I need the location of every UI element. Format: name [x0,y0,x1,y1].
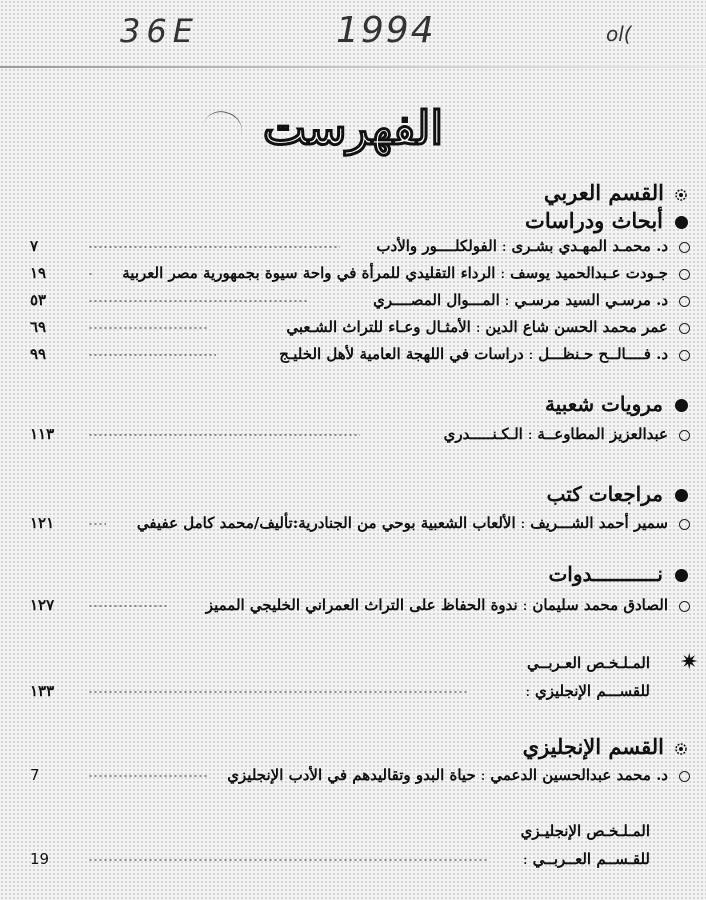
entry-title: الأمثـال وعـاء للتراث الشـعبي [286,318,471,336]
section-label: القسم العربي [543,180,664,205]
bullet-circle-icon [679,269,690,280]
dot-leader [88,434,360,436]
toc-entry: للقـســم العــربــي : 19 [30,850,650,868]
entry-title: ندوة الحفاظ على التراث العمراني الخليجي المميز [205,596,518,614]
entry-page: 19 [30,850,50,868]
toc-entry: للقســـم الإنجليزي : ١٣٣ [30,682,650,700]
summary-line2: للقســـم الإنجليزي [535,682,650,700]
entry-page: ١٩ [30,264,47,282]
bullet-circle-icon [679,430,690,441]
bullet-circle-icon [679,519,690,530]
toc-entry: سمير أحمد الشـــريف : الألعاب الشعبية بوحي من الجنادرية:تأليف/محمد كامل عفيفي ١٢١ [30,514,690,538]
toc-entry: جـودت عـبدالحميد يوسف : الرداء التقليدي للمرأة في واحة سيوة بجمهورية مصر العربية ١٩ [30,264,690,288]
bullet-circle-icon [679,242,690,253]
bullet-circle-icon [679,350,690,361]
dot-leader [88,691,468,693]
entry-page: ١١٣ [30,425,55,443]
entry-title: الألعاب الشعبية بوحي من الجنادرية:تأليف/محمد كامل عفيفي [136,514,516,532]
entry-author: سمير أحمد الشـــريف [530,514,668,532]
entry-page: ١٢٧ [30,596,55,614]
section-label: نـــــــــــدوات [548,562,663,586]
entry-title: الـكـنـــــدري [443,425,523,443]
entry-page: 7 [30,766,40,784]
page-title [240,90,466,160]
section-book-reviews [547,482,688,506]
entry-page: ١٣٣ [30,682,55,700]
toc-entry: د. محمد عبدالحسين الدعمي : حياة البدو وتقاليدهم في الأدب الإنجليزي 7 [30,766,690,790]
entry-title: الرداء التقليدي للمرأة في واحة سيوة بجمهورية مصر العربية [122,264,496,282]
entry-page: ١٢١ [30,514,55,532]
entry-page: ٩٩ [30,345,47,363]
entry-author: د. فــــالــح حـنظـــل [538,345,668,363]
bullet-disc-icon [675,399,688,412]
bullet-circle-icon [679,323,690,334]
toc-entry: د. مرسـي السيد مرسـي : المـــوال المصــــري ٥٣ [30,291,690,315]
ornament-icon [674,742,688,756]
dot-leader [88,605,168,607]
dot-leader [88,273,92,275]
entry-author: عمر محمد الحسن شاع الدين [485,318,668,336]
entry-author: د. محمد عبدالحسين الدعمي [490,766,668,784]
dot-leader [88,246,340,248]
entry-title: دراسات في اللهجة العامية لأهل الخليـج [279,345,524,363]
section-label: مراجعات كتب [546,482,663,506]
dot-leader [88,354,216,356]
entry-page: ٥٣ [30,291,47,309]
bullet-circle-icon [679,601,690,612]
toc-entry: عبدالعزيز المطاوعــة : الـكـنـــــدري ١١٣ [30,425,690,449]
section-narratives [545,392,688,416]
toc-entry: عمر محمد الحسن شاع الدين : الأمثـال وعـاء للتراث الشـعبي ٦٩ [30,318,690,342]
handwritten-year: 1994 [336,10,436,51]
dot-leader [88,859,488,861]
toc-entry: د. محمـد المهـدي بشـرى : الفولكلــــور والأدب ٧ [30,237,690,261]
entry-page: ٧ [30,237,39,255]
handwritten-mark: ol( [606,22,632,46]
summary-line1: المـلـخـص العـربــي [527,654,650,672]
dot-leader [88,523,106,525]
bullet-circle-icon [679,296,690,307]
title-calligraphy [240,90,466,160]
section-label: مرويات شعبية [544,392,663,416]
entry-author: د. محمـد المهـدي بشـرى [511,237,668,255]
section-label: القسم الإنجليزي [522,734,664,759]
entry-title: المـــوال المصــــري [373,291,500,309]
bullet-disc-icon [675,216,688,229]
section-research [525,208,688,233]
entry-page: ٦٩ [30,318,47,336]
section-english [523,734,688,759]
section-label: أبحاث ودراسات [525,208,663,233]
ornament-icon [674,188,688,202]
entry-author: د. مرسـي السيد مرسـي [514,291,668,309]
section-seminars [548,562,688,586]
dot-leader [88,775,208,777]
toc-entry: د. فــــالــح حـنظـــل : دراسات في اللهجة العامية لأهل الخليـج ٩٩ [30,345,690,369]
svg-text:الفهرست: الفهرست [262,101,444,155]
entry-author: عبدالعزيز المطاوعــة [537,425,668,443]
handwritten-code: 36E [120,12,199,50]
entry-author: الصادق محمد سليمان [532,596,668,614]
bullet-disc-icon [675,569,688,582]
summary-line1: المـلـخـص الإنجليـزي [520,822,650,840]
entry-title: الفولكلــــور والأدب [376,237,497,255]
scan-edge-line [0,66,706,68]
section-arabic [544,180,688,205]
bullet-circle-icon [679,771,690,782]
summary-line2: للقـســم العــربــي [532,850,650,868]
summary-heading [30,654,690,678]
entry-author: جـودت عـبدالحميد يوسف [510,264,668,282]
dot-leader [88,300,308,302]
dot-leader [88,327,208,329]
toc-entry: الصادق محمد سليمان : ندوة الحفاظ على التراث العمراني الخليجي المميز ١٢٧ [30,596,690,620]
entry-title: حياة البدو وتقاليدهم في الأدب الإنجليزي [227,766,476,784]
summary-heading [30,822,690,846]
asterisk-icon: ✷ [680,650,699,675]
bullet-disc-icon [675,489,688,502]
